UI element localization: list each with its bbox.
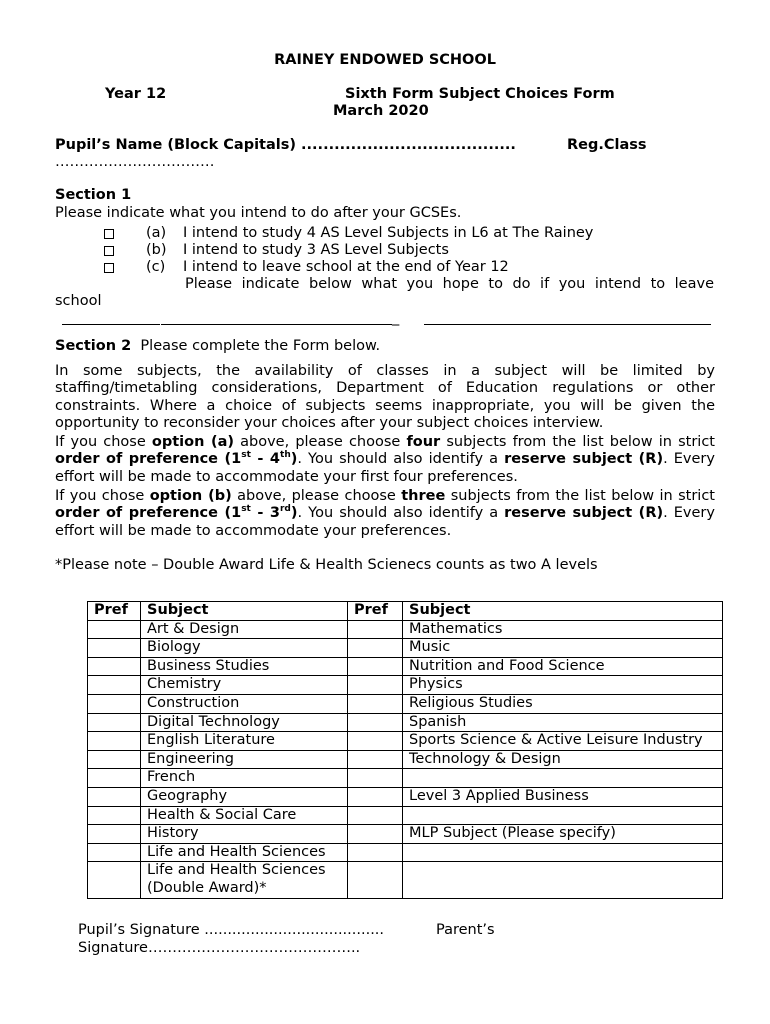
subject-choices-table (87, 601, 723, 899)
table-row (88, 825, 723, 844)
pref-cell-left[interactable] (88, 620, 141, 639)
form-date: March 2020 (333, 103, 429, 119)
subject-cell-right: Mathematics (403, 620, 723, 639)
section2-paragraph-option-b: If you chose option (b) above, please choose three subjects from the list below in strict order of preference (1st - 3rd). You should also identify a reserve subject (R). Every effort will be made to accommodate your preferences. (55, 488, 715, 539)
pref-cell-right[interactable] (348, 825, 403, 844)
section2-subtitle: Please complete the Form below. (140, 338, 381, 354)
pref-cell-right[interactable] (348, 732, 403, 751)
table-row (88, 862, 723, 898)
pref-cell-left[interactable] (88, 657, 141, 676)
subject-cell-right: MLP Subject (Please specify) (403, 825, 723, 844)
option-c-letter: (c) (146, 259, 166, 275)
subject-cell-left: Life and Health Sciences (141, 843, 348, 862)
subject-cell-right[interactable] (403, 843, 723, 862)
pref-cell-right[interactable] (348, 750, 403, 769)
pref-cell-left[interactable] (88, 713, 141, 732)
section2-title: Section 2 (55, 338, 132, 354)
option-a-checkbox[interactable] (104, 229, 114, 239)
reg-class-dots: …………………………… (55, 154, 215, 170)
section2-paragraph-1: In some subjects, the availability of classes in a subject will be limited by staffing/timetabling considerations, Department of Education regulations or other constraints. Where a choice of subjects seems inappropriate, you will be given the opportunity to reconsider your choices after your subject choices interview. (55, 363, 715, 432)
leave-instruction: Please indicate below what you hope to do if you intend to leave (185, 276, 714, 292)
subject-cell-left: Health & Social Care (141, 806, 348, 825)
subject-cell-left: Art & Design (141, 620, 348, 639)
pref-cell-left[interactable] (88, 676, 141, 695)
table-row (88, 657, 723, 676)
subject-cell-right: Physics (403, 676, 723, 695)
subject-cell-left: Digital Technology (141, 713, 348, 732)
table-row (88, 676, 723, 695)
subject-cell-left: Chemistry (141, 676, 348, 695)
table-row (88, 806, 723, 825)
pref-cell-left[interactable] (88, 769, 141, 788)
pref-cell-left[interactable] (88, 843, 141, 862)
section2-paragraph-option-a: If you chose option (a) above, please choose four subjects from the list below in strict order of preference (1st - 4th). You should also identify a reserve subject (R). Every effort will be made to accommodate your first four preferences. (55, 434, 715, 485)
option-c-checkbox[interactable] (104, 263, 114, 273)
year-label: Year 12 (105, 86, 167, 102)
subject-cell-right[interactable] (403, 769, 723, 788)
pref-cell-right[interactable] (348, 657, 403, 676)
answer-line-1[interactable] (62, 324, 160, 325)
form-title: Sixth Form Subject Choices Form (345, 86, 615, 102)
pref-cell-left[interactable] (88, 750, 141, 769)
option-b-checkbox[interactable] (104, 246, 114, 256)
table-row (88, 713, 723, 732)
double-award-note: *Please note – Double Award Life & Health Scienecs counts as two A levels (55, 557, 598, 573)
pref-cell-right[interactable] (348, 806, 403, 825)
subject-cell-left: Engineering (141, 750, 348, 769)
pref-cell-right[interactable] (348, 769, 403, 788)
option-a-text: I intend to study 4 AS Level Subjects in L6 at The Rainey (183, 225, 594, 241)
pref-cell-left[interactable] (88, 694, 141, 713)
pref-cell-left[interactable] (88, 806, 141, 825)
table-row (88, 732, 723, 751)
section1-title: Section 1 (55, 187, 132, 203)
section2-heading (55, 338, 380, 354)
option-b-text: I intend to study 3 AS Level Subjects (183, 242, 449, 258)
answer-line-mark: _ (392, 310, 400, 326)
pref-cell-right[interactable] (348, 639, 403, 658)
table-row (88, 750, 723, 769)
subject-cell-right: Technology & Design (403, 750, 723, 769)
answer-line-3[interactable] (424, 324, 711, 325)
subject-cell-left: French (141, 769, 348, 788)
subject-cell-left: Geography (141, 787, 348, 806)
subject-cell-left: History (141, 825, 348, 844)
answer-line-2[interactable] (161, 324, 392, 325)
pref-cell-right[interactable] (348, 694, 403, 713)
pref-cell-right[interactable] (348, 620, 403, 639)
subject-cell-left: Biology (141, 639, 348, 658)
table-row (88, 620, 723, 639)
pref-cell-right[interactable] (348, 713, 403, 732)
leave-instruction-cont: school (55, 293, 102, 309)
pref-cell-left[interactable] (88, 825, 141, 844)
school-name: RAINEY ENDOWED SCHOOL (274, 52, 496, 68)
subject-cell-right: Level 3 Applied Business (403, 787, 723, 806)
pref-cell-left[interactable] (88, 639, 141, 658)
subject-cell-right: Sports Science & Active Leisure Industry (403, 732, 723, 751)
pref-header-left: Pref (88, 602, 141, 621)
option-a-letter: (a) (146, 225, 167, 241)
table-row (88, 843, 723, 862)
pref-cell-right[interactable] (348, 862, 403, 898)
pref-cell-left[interactable] (88, 787, 141, 806)
pref-cell-right[interactable] (348, 843, 403, 862)
parent-signature-field[interactable]: Signature…………………………………….. (78, 940, 361, 956)
table-header-row (88, 602, 723, 621)
parent-signature-label: Parent’s (436, 922, 495, 938)
pref-cell-left[interactable] (88, 732, 141, 751)
subject-cell-left: Business Studies (141, 657, 348, 676)
pupil-signature-field[interactable]: Pupil’s Signature ....................................... (78, 922, 385, 938)
subject-cell-right[interactable] (403, 806, 723, 825)
pref-header-right: Pref (348, 602, 403, 621)
subject-header-left: Subject (141, 602, 348, 621)
option-c-text: I intend to leave school at the end of Year 12 (183, 259, 509, 275)
pref-cell-right[interactable] (348, 676, 403, 695)
pupil-name-label: Pupil’s Name (Block Capitals) ....................................... (55, 137, 516, 153)
subject-cell-left: Life and Health Sciences (Double Award)* (141, 862, 348, 898)
section1-intro: Please indicate what you intend to do after your GCSEs. (55, 205, 462, 221)
pref-cell-left[interactable] (88, 862, 141, 898)
subject-cell-right: Spanish (403, 713, 723, 732)
subject-cell-right[interactable] (403, 862, 723, 898)
table-row (88, 694, 723, 713)
subject-header-right: Subject (403, 602, 723, 621)
reg-class-label: Reg.Class (567, 137, 647, 153)
subject-cell-right: Music (403, 639, 723, 658)
subject-cell-left: Construction (141, 694, 348, 713)
subject-cell-right: Nutrition and Food Science (403, 657, 723, 676)
subject-cell-right: Religious Studies (403, 694, 723, 713)
pref-cell-right[interactable] (348, 787, 403, 806)
table-row (88, 639, 723, 658)
table-row (88, 769, 723, 788)
table-row (88, 787, 723, 806)
subject-cell-left: English Literature (141, 732, 348, 751)
option-b-letter: (b) (146, 242, 167, 258)
